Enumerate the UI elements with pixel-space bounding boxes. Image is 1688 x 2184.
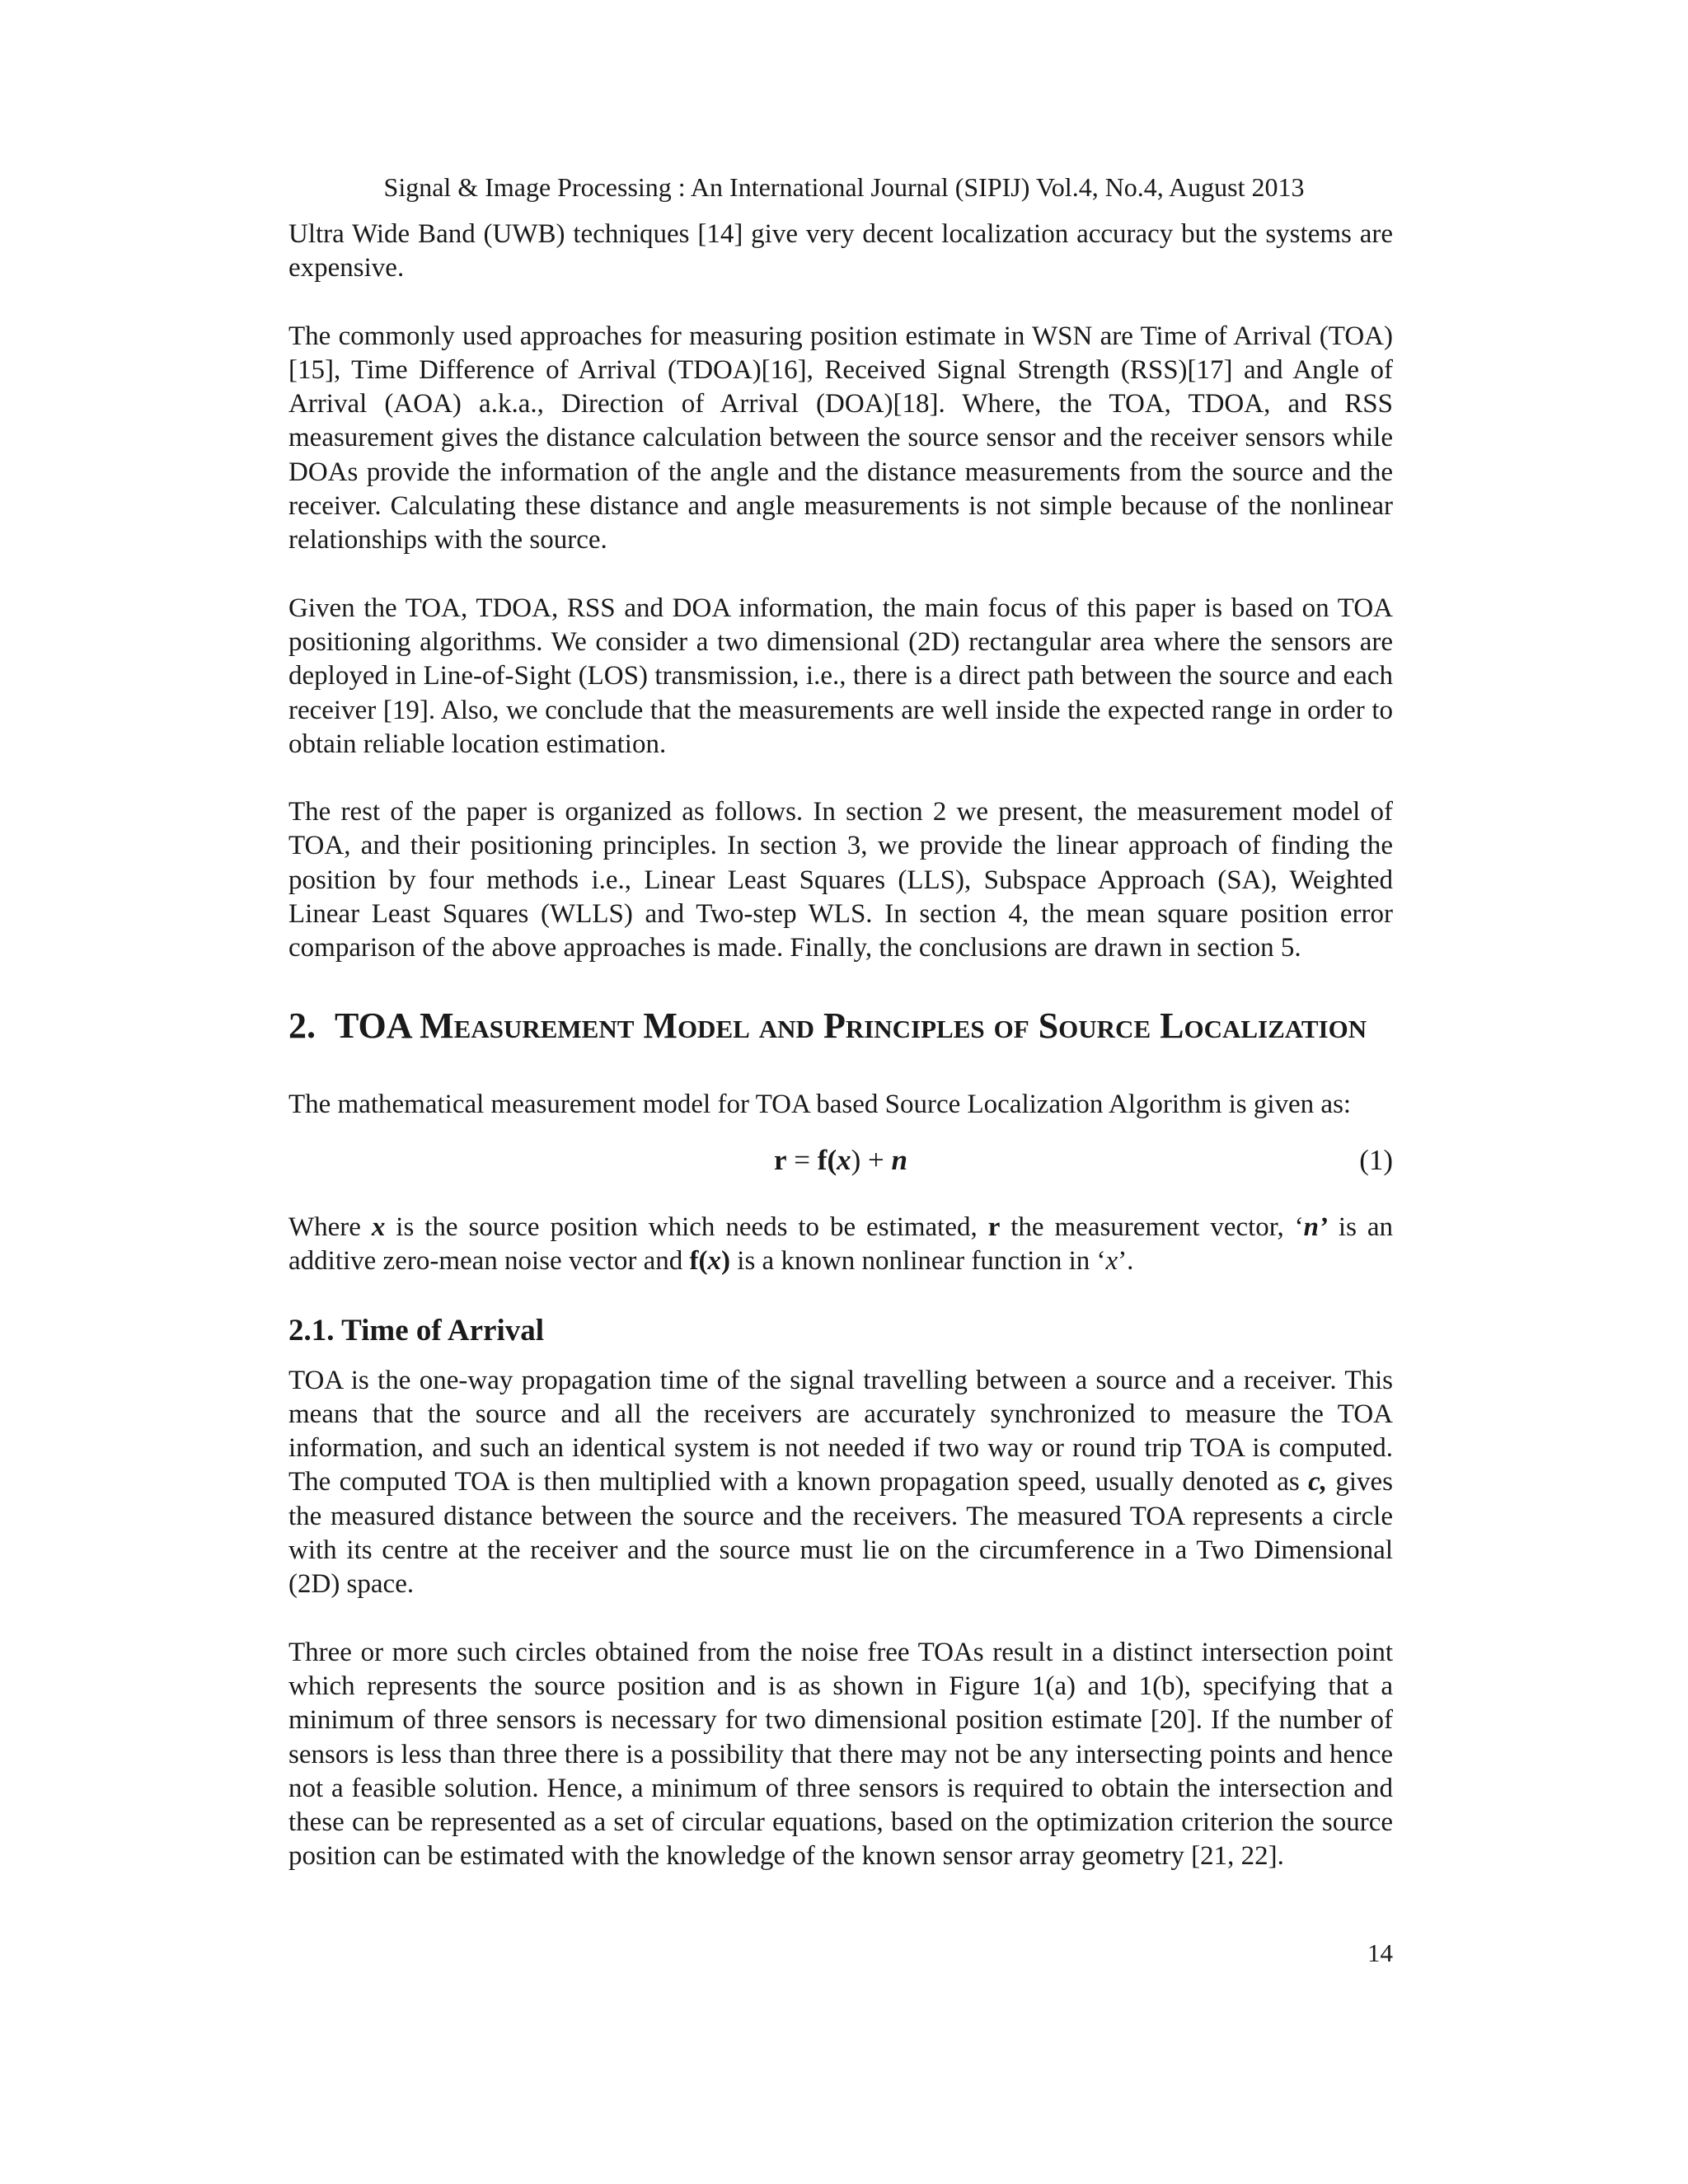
where-text: is a known nonlinear function in ‘ [730,1246,1106,1277]
toa-text: TOA is the one-way propagation time of the signal travelling between a source and a receiver. This means that the source and all the receivers are accurately synchronized to measure the TOA information, and such an identical system is not needed if two way or round trip TOA is computed. The computed TOA is then multiplied with a known propagation speed, usually denoted as [288,1365,1393,1497]
equation-number: (1) [1359,1143,1393,1176]
where-n: n’ [1303,1212,1328,1242]
eq-close: ) [851,1143,861,1176]
where-x2: x [1105,1246,1118,1277]
page-number: 14 [1367,1938,1393,1967]
section-number: 2. [288,1005,316,1046]
eq-x: x [837,1143,851,1176]
subsection-heading: 2.1. Time of Arrival [288,1313,545,1347]
where-f-x: x [707,1246,722,1277]
eq-n: n [891,1143,907,1176]
where-f: f( [689,1246,708,1277]
toa-text: gives the measured distance between the source and the receivers. The measured TOA represents a circle with its centre at the receiver and the source must lie on the circumference in a Two Dimensional (2D) space. [288,1467,1393,1600]
paragraph-organization: The rest of the paper is organized as follows. In section 2 we present, the measurement model of TOA, and their positioning principles. In section 3, we provide the linear approach of finding the position by four methods i.e., Linear Least Squares (LLS), Subspace Approach (SA), Weighted Linear Least Squares (WLLS) and Two-step WLS. In section 4, the mean square position error comparison of the above approaches is made. Finally, the conclusions are drawn in section 5. [288,797,1393,963]
paragraph-approaches: The commonly used approaches for measuring position estimate in WSN are Time of Arrival (TOA) [15], Time Difference of Arrival (TDOA)[16], Received Signal Strength (RSS)[17] and Angle of Arrival (AOA) a.k.a., Direction of Arrival (DOA)[18]. Where, the TOA, TDOA, and RSS measurement gives the distance calculation between the source sensor and the receiver sensors while DOAs provide the information of the angle and the distance measurements from the source and the receiver. Calculating these distance and angle measurements is not simple because of the nonlinear relationships with the source. [288,321,1393,555]
paragraph-model-intro: The mathematical measurement model for TOA based Source Localization Algorithm is given as: [288,1089,1352,1119]
main-content [288,218,1393,1874]
section-title: TOA Measurement Model and Principles of Source Localization [335,1005,1367,1046]
where-f-close: ) [721,1246,731,1277]
paragraph-focus: Given the TOA, TDOA, RSS and DOA information, the main focus of this paper is based on TOA positioning algorithms. We consider a two dimensional (2D) rectangular area where the sensors are deployed in Line-of-Sight (LOS) transmission, i.e., there is a direct path between the source and each receiver [19]. Also, we conclude that the measurements are well inside the expected range in order to obtain reliable location estimation. [288,593,1393,759]
eq-equals: = [786,1143,818,1176]
where-text: the measurement vector, ‘ [1000,1212,1304,1242]
equation-body [288,1141,1393,1179]
where-r: r [987,1212,1001,1242]
eq-r: r [774,1143,787,1176]
paragraph-uwb: Ultra Wide Band (UWB) techniques [14] give very decent localization accuracy but the systems are expensive. [288,219,1393,284]
where-text: is an additive zero-mean noise vector and [288,1212,1393,1277]
paragraph-toa-definition [288,1364,1393,1602]
where-text: ’. [1118,1246,1134,1277]
section-heading [288,1005,1393,1047]
where-x: x [371,1212,386,1242]
running-head: Signal & Image Processing : An International Journal (SIPIJ) Vol.4, No.4, August 2013 [383,172,1305,202]
where-text: is the source position which needs to be estimated, [385,1212,988,1242]
equation-1 [288,1141,1393,1179]
paragraph-circles: Three or more such circles obtained from the noise free TOAs result in a distinct intersection point which represents the source position and is as shown in Figure 1(a) and 1(b), specifying that a minimum of three sensors is necessary for two dimensional position estimate [20]. If the number of sensors is less than three there is a possibility that there may not be any intersecting points and hence not a feasible solution. Hence, a minimum of three sensors is required to obtain the intersection and these can be represented as a set of circular equations, based on the optimization criterion the source position can be estimated with the knowledge of the known sensor array geometry [21, 22]. [288,1637,1393,1872]
toa-c: c, [1308,1467,1327,1497]
where-text: Where [288,1212,372,1242]
paragraph-where [288,1211,1393,1279]
eq-plus: + [860,1143,892,1176]
eq-f: f( [817,1143,837,1176]
